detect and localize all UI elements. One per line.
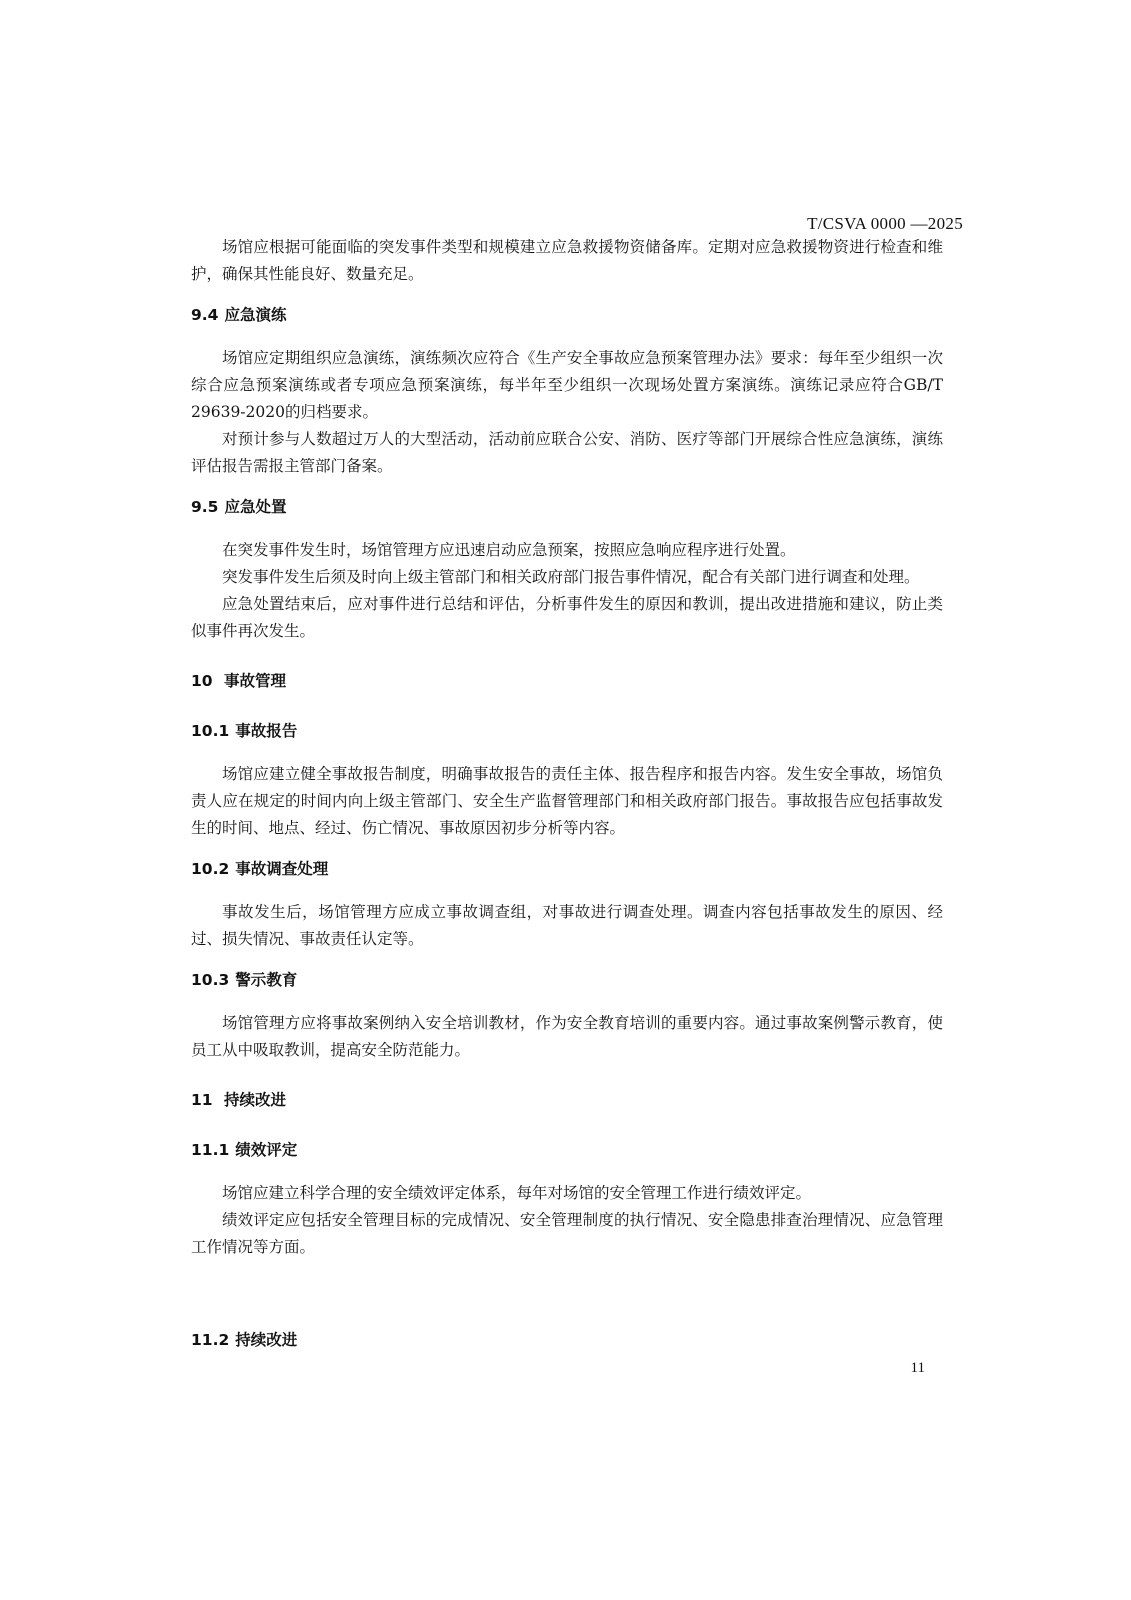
section-heading-10-1 [191,718,943,745]
section-number: 10.2 [191,860,230,878]
section-number: 9.5 [191,498,219,516]
paragraph-9-5-1: 在突发事件发生时，场馆管理方应迅速启动应急预案，按照应急响应程序进行处置。 [222,541,796,559]
section-number: 11.2 [191,1331,230,1349]
page-number: 11 [910,1360,925,1376]
section-heading-9-5 [191,494,943,521]
chapter-heading-11 [191,1087,943,1114]
section-title: 警示教育 [235,971,298,989]
section-number: 9.4 [191,306,219,324]
section-title: 持续改进 [235,1331,298,1349]
paragraph-11-1-1: 场馆应建立科学合理的安全绩效评定体系，每年对场馆的安全管理工作进行绩效评定。 [222,1184,812,1202]
chapter-number: 10 [191,672,213,690]
section-heading-10-2 [191,856,943,883]
paragraph-10-3-1: 场馆管理方应将事故案例纳入安全培训教材，作为安全教育培训的重要内容。通过事故案例警示教育，使员工从中吸取教训，提高安全防范能力。 [191,1014,943,1059]
chapter-title: 持续改进 [224,1091,287,1109]
page-content [191,234,943,1354]
section-number: 11.1 [191,1141,230,1159]
section-title: 应急演练 [224,306,287,324]
section-heading-10-3 [191,967,943,994]
paragraph-11-1-2: 绩效评定应包括安全管理目标的完成情况、安全管理制度的执行情况、安全隐患排查治理情况、应急管理工作情况等方面。 [191,1211,943,1256]
paragraph-10-2-1: 事故发生后，场馆管理方应成立事故调查组，对事故进行调查处理。调查内容包括事故发生的原因、经过、损失情况、事故责任认定等。 [191,903,943,948]
chapter-heading-10 [191,668,943,695]
section-title: 事故报告 [235,722,298,740]
section-number: 10.3 [191,971,230,989]
chapter-title: 事故管理 [224,672,287,690]
section-number: 10.1 [191,722,230,740]
section-heading-11-1 [191,1137,943,1164]
section-title: 应急处置 [224,498,287,516]
paragraph-10-1-1: 场馆应建立健全事故报告制度，明确事故报告的责任主体、报告程序和报告内容。发生安全事故，场馆负责人应在规定的时间内向上级主管部门、安全生产监督管理部门和相关政府部门报告。事故报告应包括事故发生的时间、地点、经过、伤亡情况、事故原因初步分析等内容。 [191,765,943,837]
section-title: 绩效评定 [235,1141,298,1159]
section-heading-9-4 [191,302,943,329]
paragraph-9-5-2: 突发事件发生后须及时向上级主管部门和相关政府部门报告事件情况，配合有关部门进行调查和处理。 [222,568,920,586]
section-title: 事故调查处理 [235,860,329,878]
chapter-number: 11 [191,1091,213,1109]
paragraph-9-4-1: 场馆应定期组织应急演练，演练频次应符合《生产安全事故应急预案管理办法》要求：每年至少组织一次综合应急预案演练或者专项应急预案演练，每半年至少组织一次现场处置方案演练。演练记录应符合GB/T 29639-2020的归档要求。 [191,349,943,421]
paragraph-9-4-2: 对预计参与人数超过万人的大型活动，活动前应联合公安、消防、医疗等部门开展综合性应急演练，演练评估报告需报主管部门备案。 [191,430,943,475]
section-heading-11-2 [191,1327,943,1354]
document-code: T/CSVA 0000 —2025 [807,214,963,233]
paragraph-9-3-continued: 场馆应根据可能面临的突发事件类型和规模建立应急救援物资储备库。定期对应急救援物资进行检查和维护，确保其性能良好、数量充足。 [191,238,943,283]
paragraph-9-5-3: 应急处置结束后，应对事件进行总结和评估，分析事件发生的原因和教训，提出改进措施和建议，防止类似事件再次发生。 [191,595,943,640]
